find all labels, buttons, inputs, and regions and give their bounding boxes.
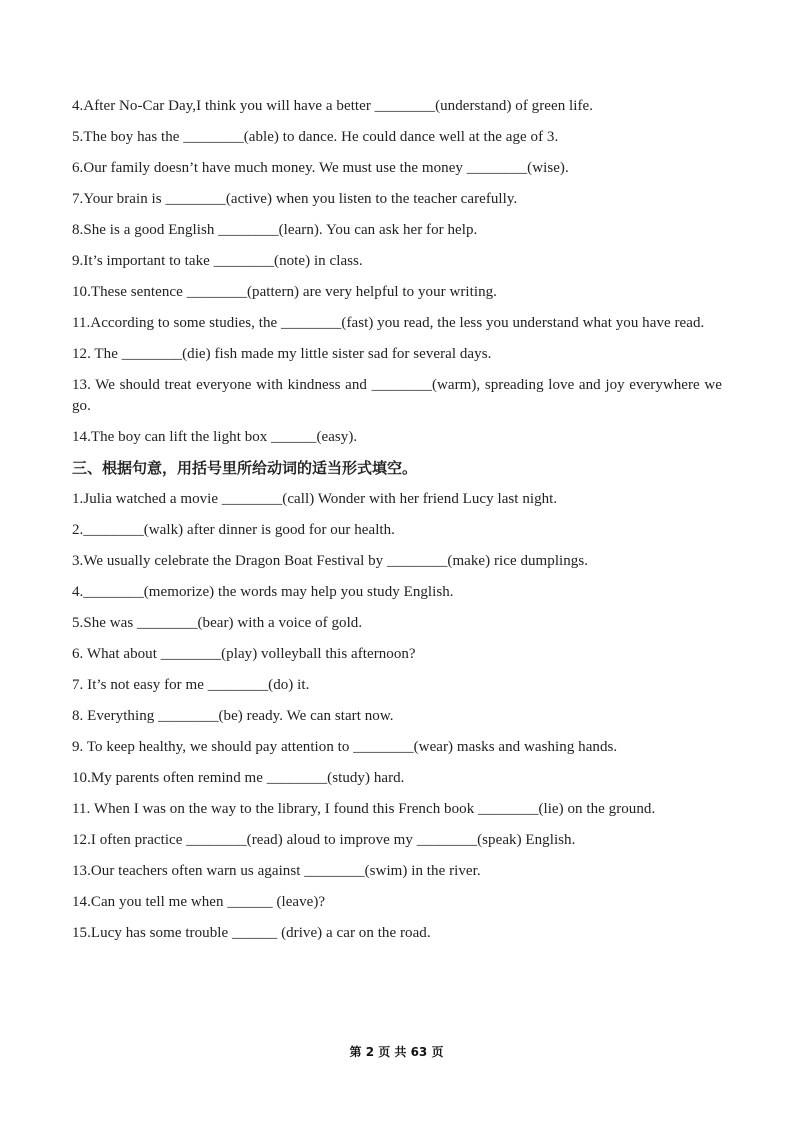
section-heading: 三、根据句意，用括号里所给动词的适当形式填空。 xyxy=(72,459,418,477)
question-p3-2: 2.________(walk) after dinner is good for our health. xyxy=(72,522,395,538)
question-p2-13: 13. We should treat everyone with kindness and ________(warm), spreading love and joy everywhere we go. xyxy=(72,377,722,414)
question-p2-11: 11.According to some studies, the ________(fast) you read, the less you understand what you have read. xyxy=(72,315,705,331)
question-p3-14: 14.Can you tell me when ______ (leave)? xyxy=(72,894,326,910)
question-p3-7: 7. It’s not easy for me ________(do) it. xyxy=(72,677,310,693)
question-p2-14: 14.The boy can lift the light box ______(easy). xyxy=(72,429,358,445)
question-p3-10: 10.My parents often remind me ________(study) hard. xyxy=(72,770,405,786)
question-p3-12: 12.I often practice ________(read) aloud to improve my ________(speak) English. xyxy=(72,832,576,848)
question-p3-13: 13.Our teachers often warn us against ________(swim) in the river. xyxy=(72,863,481,879)
question-p3-4: 4.________(memorize) the words may help you study English. xyxy=(72,584,454,600)
question-p3-11: 11. When I was on the way to the library, I found this French book ________(lie) on the ground. xyxy=(72,801,656,817)
question-p2-5: 5.The boy has the ________(able) to dance. He could dance well at the age of 3. xyxy=(72,129,559,145)
question-p3-6: 6. What about ________(play) volleyball this afternoon? xyxy=(72,646,416,662)
question-p2-9: 9.It’s important to take ________(note) in class. xyxy=(72,253,363,269)
page-footer: 第 2 页 共 63 页 xyxy=(349,1045,444,1059)
question-p2-8: 8.She is a good English ________(learn). You can ask her for help. xyxy=(72,222,478,238)
question-p2-6: 6.Our family doesn’t have much money. We must use the money ________(wise). xyxy=(72,160,569,176)
exercise-content xyxy=(72,96,722,944)
question-p3-1: 1.Julia watched a movie ________(call) Wonder with her friend Lucy last night. xyxy=(72,491,558,507)
question-p2-12: 12. The ________(die) fish made my little sister sad for several days. xyxy=(72,346,492,362)
question-p3-5: 5.She was ________(bear) with a voice of gold. xyxy=(72,615,363,631)
question-p3-9: 9. To keep healthy, we should pay attention to ________(wear) masks and washing hands. xyxy=(72,739,618,755)
question-p2-7: 7.Your brain is ________(active) when you listen to the teacher carefully. xyxy=(72,191,518,207)
question-p3-3: 3.We usually celebrate the Dragon Boat Festival by ________(make) rice dumplings. xyxy=(72,553,589,569)
question-p3-8: 8. Everything ________(be) ready. We can start now. xyxy=(72,708,394,724)
question-p2-10: 10.These sentence ________(pattern) are very helpful to your writing. xyxy=(72,284,497,300)
question-p2-4: 4.After No-Car Day,I think you will have a better ________(understand) of green life. xyxy=(72,98,594,114)
question-p3-15: 15.Lucy has some trouble ______ (drive) a car on the road. xyxy=(72,925,431,941)
